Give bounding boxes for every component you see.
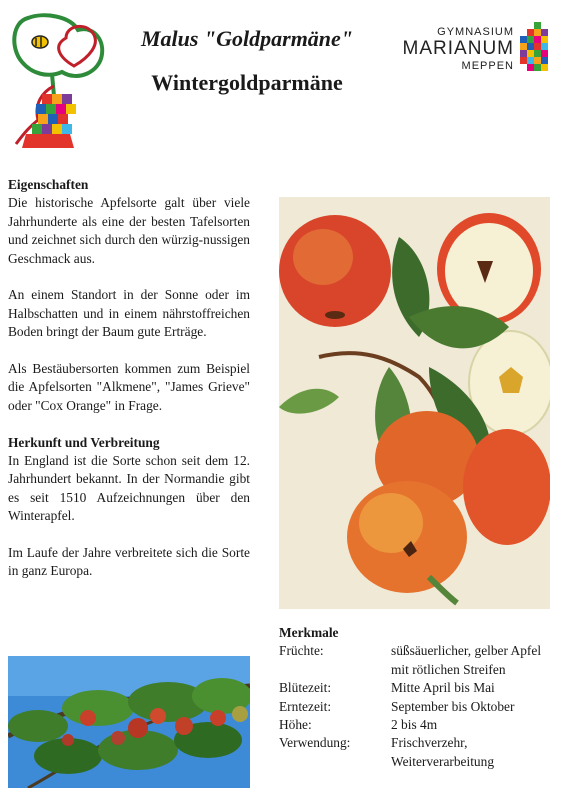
merkmal-value: süßsäuerlicher, gelber Apfel mit rötlichen Streifen [391,643,542,677]
merkmal-row [279,679,549,697]
eigenschaften-paragraph-3: Als Bestäubersorten kommen zum Beispiel die Apfelsorten "Alkmene", "James Grieve" oder "Cox Orange" in Frage. [8,361,250,413]
merkmal-value: 2 bis 4m [391,717,438,733]
page-header [0,0,562,160]
eigenschaften-paragraph-2: An einem Standort in der Sonne oder im Halbschatten und in einem nährstoffreichen Boden bringt der Baum gute Erträge. [8,287,250,340]
merkmale-section [279,624,549,771]
school-line-gymnasium: GYMNASIUM [437,26,514,38]
heading-eigenschaften: Eigenschaften [8,177,89,192]
apple-illustration [279,197,550,609]
school-line-marianum: MARIANUM [402,38,514,59]
left-column [8,176,250,599]
merkmal-value: Mitte April bis Mai [391,680,495,696]
eigenschaften-paragraph-1: Die historische Apfelsorte galt über viele Jahrhunderte als eine der besten Tafelsorten und zeichnet sich durch den würzig-nussigen Geschmack aus. [8,195,250,266]
page-subtitle: Wintergoldparmäne [151,70,343,95]
merkmal-label: Erntezeit: [279,698,332,714]
merkmal-value: September bis Oktober [391,698,515,714]
merkmal-row [279,734,549,771]
merkmal-row [279,716,549,734]
heading-merkmale: Merkmale [279,625,339,640]
school-logo [388,22,548,78]
garden-logo [8,8,112,150]
page-title: Malus "Goldparmäne" [140,26,354,51]
heading-herkunft: Herkunft und Verbreitung [8,434,160,450]
merkmal-label: Früchte: [279,643,324,659]
mosaic-icon [520,22,548,78]
merkmal-label: Blütezeit: [279,680,332,696]
merkmal-row [279,698,549,716]
merkmal-row [279,642,549,679]
school-line-meppen: MEPPEN [461,60,514,72]
herkunft-paragraph-2: Im Laufe der Jahre verbreitete sich die Sorte in ganz Europa. [8,545,250,579]
merkmal-label: Höhe: [279,717,312,733]
herkunft-paragraph-1: In England ist die Sorte schon seit dem 12. Jahrhundert bekannt. In der Normandie gibt es seit 1510 Aufzeichnungen über den Winterapfel. [8,453,250,524]
apple-tree-photo [8,656,250,788]
merkmal-value: Frischverzehr, Weiterverarbeitung [391,735,495,769]
merkmal-label: Verwendung: [279,735,351,751]
